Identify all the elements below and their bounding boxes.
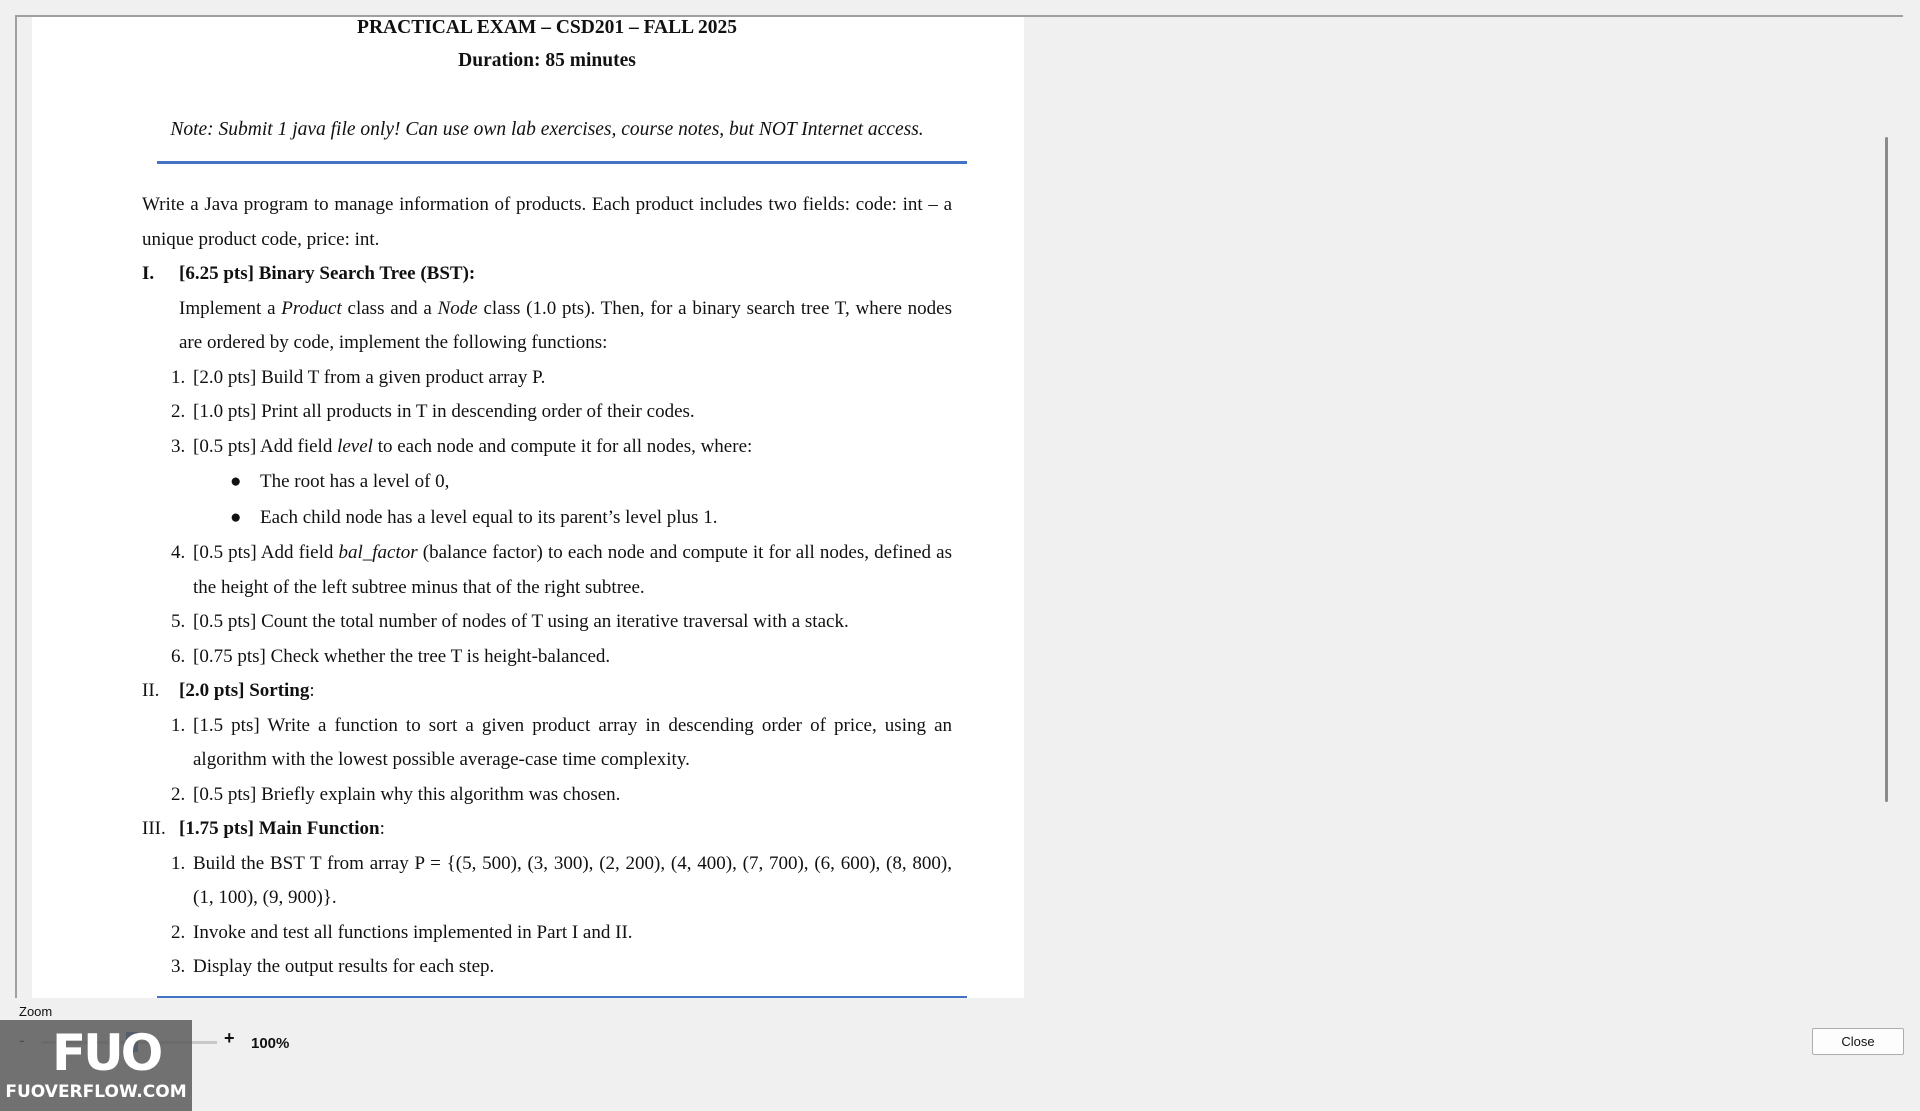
list-item (142, 709, 952, 778)
section-1-intro (142, 292, 952, 361)
item-number: 2. (171, 921, 186, 943)
bullet-item (142, 464, 952, 500)
section-heading-1 (142, 257, 952, 292)
list-item (142, 605, 952, 640)
bullet-text: Each child node has a level equal to its parent’s level plus 1. (260, 507, 718, 528)
section-number: III. (142, 818, 166, 839)
item-text (193, 430, 952, 465)
item-number: 1. (171, 852, 186, 874)
zoom-label: Zoom (19, 1004, 53, 1019)
item-number: 1. (171, 714, 186, 736)
item-number: 4. (171, 542, 186, 563)
item-number: 1. (171, 366, 186, 388)
item-number: 2. (171, 783, 186, 805)
zoom-value: 100% (251, 1035, 290, 1052)
list-item (142, 847, 952, 916)
text-run: level (337, 435, 373, 457)
vertical-scrollbar[interactable] (1885, 137, 1889, 802)
watermark-logo: FUO (52, 1024, 161, 1082)
document-page (32, 17, 1024, 998)
intro-paragraph: Write a Java program to manage information of products. Each product includes two fields: code: int – a unique product code, price: int. (142, 194, 952, 250)
text-run: class and a (341, 297, 438, 319)
item-text (193, 536, 952, 605)
bullet-icon: ● (230, 507, 242, 528)
text-run: : (379, 818, 385, 839)
list-item (142, 778, 952, 813)
section-heading-3 (142, 812, 952, 847)
divider-top (157, 161, 967, 164)
document-viewer[interactable] (15, 15, 1903, 998)
text-run: [0.5 pts] Add field (193, 435, 338, 457)
zoom-in-button[interactable]: + (224, 1028, 235, 1048)
item-text: [0.75 pts] Check whether the tree T is height-balanced. (193, 645, 611, 667)
text-run: class (1.0 pts). Then, for a binary search tree T, where nodes are ordered by code, implement the following functions: (179, 297, 952, 353)
text-run: (balance factor) to each node and compute it for all nodes, defined as the height of the left subtree minus that of the right subtree. (193, 542, 952, 598)
exam-title: PRACTICAL EXAM – CSD201 – FALL 2025 (357, 17, 737, 38)
list-item (142, 950, 952, 985)
item-text: [1.0 pts] Print all products in T in descending order of their codes. (193, 401, 695, 422)
watermark (0, 1020, 192, 1111)
section-number: II. (142, 680, 160, 701)
list-item (142, 361, 952, 396)
text-run: [0.5 pts] Add field (193, 542, 339, 563)
list-item (142, 536, 952, 605)
item-number: 3. (171, 956, 186, 977)
exam-content (142, 188, 952, 985)
item-text: Invoke and test all functions implemented in Part I and II. (193, 921, 633, 943)
item-text: [0.5 pts] Count the total number of nodes of T using an iterative traversal with a stack. (193, 611, 849, 632)
list-item (142, 916, 952, 951)
section-title: [6.25 pts] Binary Search Tree (BST): (179, 263, 476, 284)
watermark-text: FUOVERFLOW.COM (5, 1082, 187, 1102)
bullet-icon: ● (230, 471, 242, 492)
exam-note: Note: Submit 1 java file only! Can use own lab exercises, course notes, but NOT Internet access. (170, 119, 924, 140)
text-run: Node (437, 297, 478, 319)
list-item (142, 395, 952, 430)
exam-duration: Duration: 85 minutes (458, 50, 636, 71)
text-run: Implement a (179, 297, 282, 319)
close-button[interactable]: Close (1812, 1028, 1904, 1055)
bullet-item (142, 500, 952, 536)
item-text: Display the output results for each step. (193, 956, 495, 977)
item-text: [2.0 pts] Build T from a given product array P. (193, 366, 546, 388)
item-number: 6. (171, 645, 186, 667)
section-heading-2 (142, 674, 952, 709)
section-title: [2.0 pts] Sorting (179, 680, 310, 701)
section-title: [1.75 pts] Main Function (179, 818, 380, 839)
item-text: Build the BST T from array P = {(5, 500), (3, 300), (2, 200), (4, 400), (7, 700), (6, 600), (8, 800), (1, 100), (9, 900)}. (193, 852, 952, 908)
item-text: [0.5 pts] Briefly explain why this algorithm was chosen. (193, 783, 621, 805)
text-run: bal_factor (338, 542, 418, 563)
text-run: Product (281, 297, 342, 319)
item-number: 2. (171, 401, 186, 422)
section-number: I. (142, 263, 155, 284)
footer-bar (0, 998, 1920, 1111)
bullet-text: The root has a level of 0, (260, 471, 450, 492)
list-item (142, 640, 952, 675)
item-number: 5. (171, 611, 186, 632)
text-run: : (309, 680, 315, 701)
item-number: 3. (171, 435, 186, 457)
text-run: to each node and compute it for all nodes, where: (372, 435, 753, 457)
scrollbar-thumb[interactable] (1885, 137, 1888, 802)
list-item (142, 430, 952, 465)
item-text: [1.5 pts] Write a function to sort a given product array in descending order of price, using an algorithm with the lowest possible average-case time complexity. (193, 714, 952, 770)
